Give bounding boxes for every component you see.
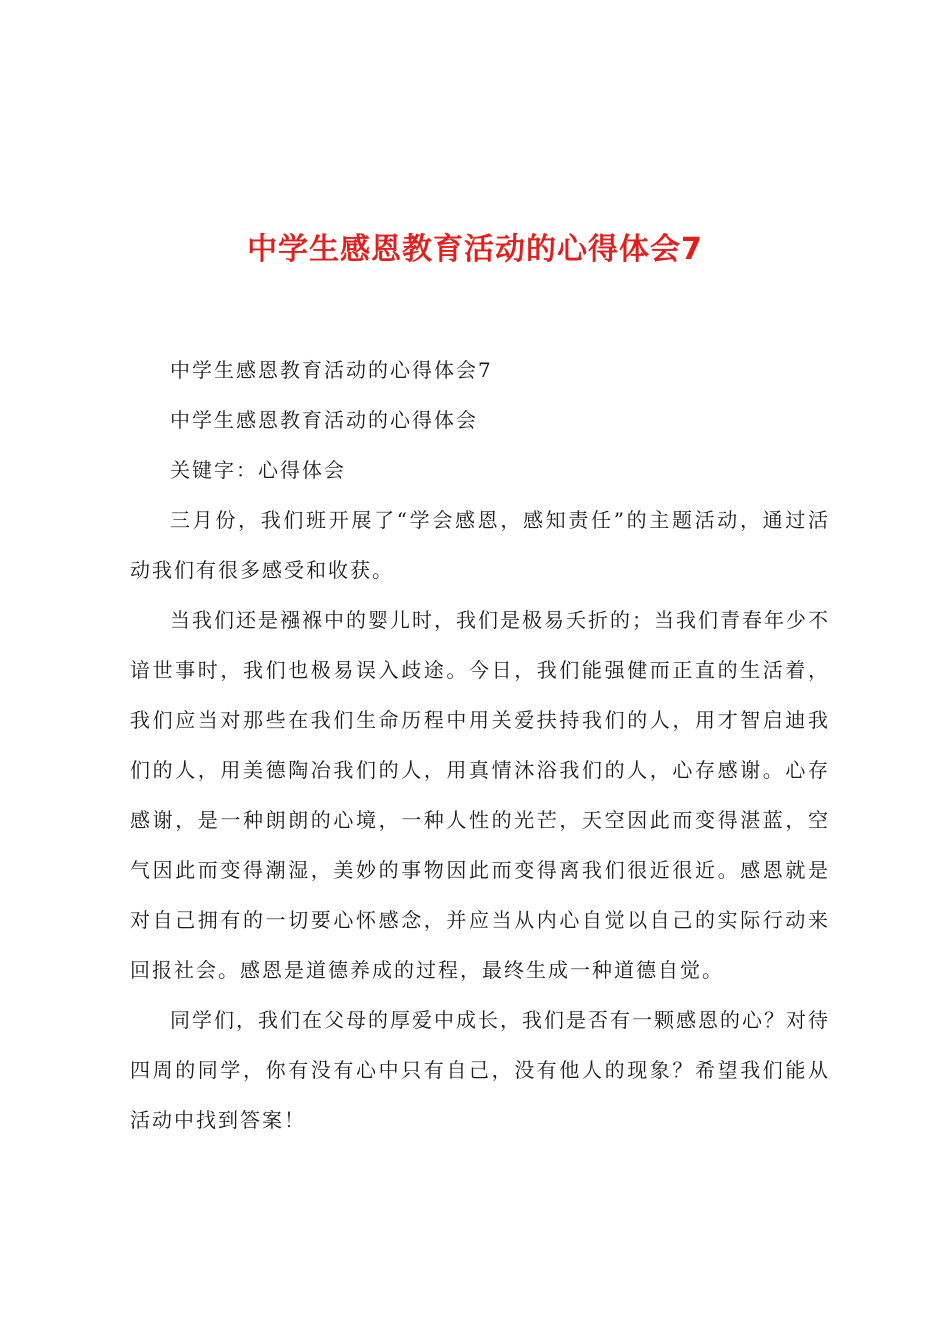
paragraph-keywords: 关键字：心得体会: [170, 458, 346, 482]
document-body: [130, 345, 830, 1145]
paragraph-heading: 中学生感恩教育活动的心得体会7: [170, 358, 493, 382]
paragraph-closing: 同学们，我们在父母的厚爱中成长，我们是否有一颗感恩的心？对待四周的同学，你有没有心中只有自己，没有他人的现象？希望我们能从活动中找到答案！: [130, 1008, 830, 1132]
document-title: 中学生感恩教育活动的心得体会7: [247, 232, 703, 268]
paragraph-subheading: 中学生感恩教育活动的心得体会: [170, 408, 478, 432]
paragraph-intro: 三月份，我们班开展了“学会感恩，感知责任”的主题活动，通过活动我们有很多感受和收获。: [130, 508, 830, 582]
paragraph-main: 当我们还是襁褓中的婴儿时，我们是极易夭折的；当我们青春年少不谙世事时，我们也极易误入歧途。今日，我们能强健而正直的生活着，我们应当对那些在我们生命历程中用关爱扶持我们的人，用才智启迪我们的人，用美德陶冶我们的人，用真情沐浴我们的人，心存感谢。心存感谢，是一种朗朗的心境，一种人性的光芒，天空因此而变得湛蓝，空气因此而变得潮湿，美妙的事物因此而变得离我们很近很近。感恩就是对自己拥有的一切要心怀感念，并应当从内心自觉以自己的实际行动来回报社会。感恩是道德养成的过程，最终生成一种道德自觉。: [130, 608, 830, 982]
